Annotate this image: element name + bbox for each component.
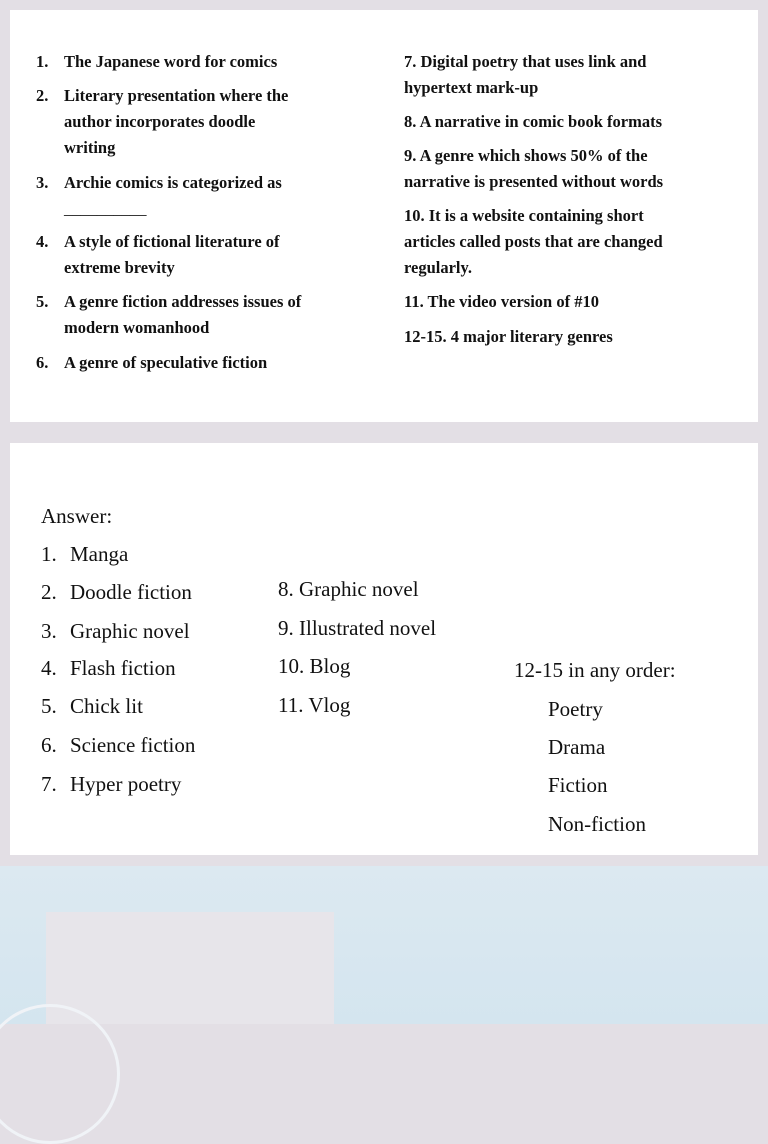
question-text: articles called posts that are changed: [404, 232, 663, 251]
answer-text: Science fiction: [70, 733, 196, 757]
answer-blank: __________: [64, 199, 147, 218]
answer-text: Hyper poetry: [70, 772, 182, 796]
answer-item: 11. Vlog: [278, 693, 351, 717]
question-text: A genre fiction addresses issues of: [64, 292, 302, 311]
answer-text: Flash fiction: [70, 656, 176, 680]
answer-number: 4.: [41, 656, 57, 680]
answer-text: Chick lit: [70, 694, 143, 718]
question-number: 2.: [36, 86, 49, 105]
answer-number: 2.: [41, 580, 57, 604]
answers-heading: Answer:: [41, 504, 113, 528]
question-text: writing: [64, 138, 116, 157]
question-number: 3.: [36, 173, 49, 192]
answer-text: Manga: [70, 542, 129, 566]
answer-item: 10. Blog: [278, 654, 351, 678]
answer-item: Non-fiction: [548, 812, 646, 836]
question-text: A genre of speculative fiction: [64, 353, 268, 372]
question-text: Archie comics is categorized as: [64, 173, 282, 192]
answer-item: 9. Illustrated novel: [278, 616, 437, 640]
question-text: 8. A narrative in comic book formats: [404, 112, 663, 131]
answer-number: 6.: [41, 733, 57, 757]
question-text: regularly.: [404, 258, 472, 277]
question-text: extreme brevity: [64, 258, 175, 277]
answer-number: 7.: [41, 772, 57, 796]
question-text: A style of fictional literature of: [64, 232, 280, 251]
question-text: narrative is presented without words: [404, 172, 664, 191]
answer-text: Graphic novel: [70, 619, 190, 643]
question-text: modern womanhood: [64, 318, 210, 337]
question-text: Literary presentation where the: [64, 86, 289, 105]
genres-heading: 12-15 in any order:: [514, 658, 676, 682]
question-number: 1.: [36, 52, 49, 71]
answers-panel: [10, 443, 758, 855]
answer-number: 5.: [41, 694, 57, 718]
question-text: 12-15. 4 major literary genres: [404, 327, 613, 346]
answer-text: Doodle fiction: [70, 580, 192, 604]
decorative-arc: [0, 1004, 120, 1144]
next-slide-thumbnail: [46, 912, 334, 1024]
question-number: 5.: [36, 292, 49, 311]
question-text: author incorporates doodle: [64, 112, 256, 131]
question-text: 9. A genre which shows 50% of the: [404, 146, 648, 165]
question-text: The Japanese word for comics: [64, 52, 278, 71]
question-text: hypertext mark-up: [404, 78, 539, 97]
answer-number: 3.: [41, 619, 57, 643]
answer-item: Poetry: [548, 697, 603, 721]
answer-item: 8. Graphic novel: [278, 577, 419, 601]
answer-number: 1.: [41, 542, 57, 566]
question-text: 7. Digital poetry that uses link and: [404, 52, 647, 71]
question-text: 10. It is a website containing short: [404, 206, 644, 225]
question-text: 11. The video version of #10: [404, 292, 599, 311]
questions-panel: [10, 10, 758, 422]
question-number: 4.: [36, 232, 49, 251]
question-number: 6.: [36, 353, 49, 372]
answer-item: Fiction: [548, 773, 608, 797]
answer-item: Drama: [548, 735, 606, 759]
